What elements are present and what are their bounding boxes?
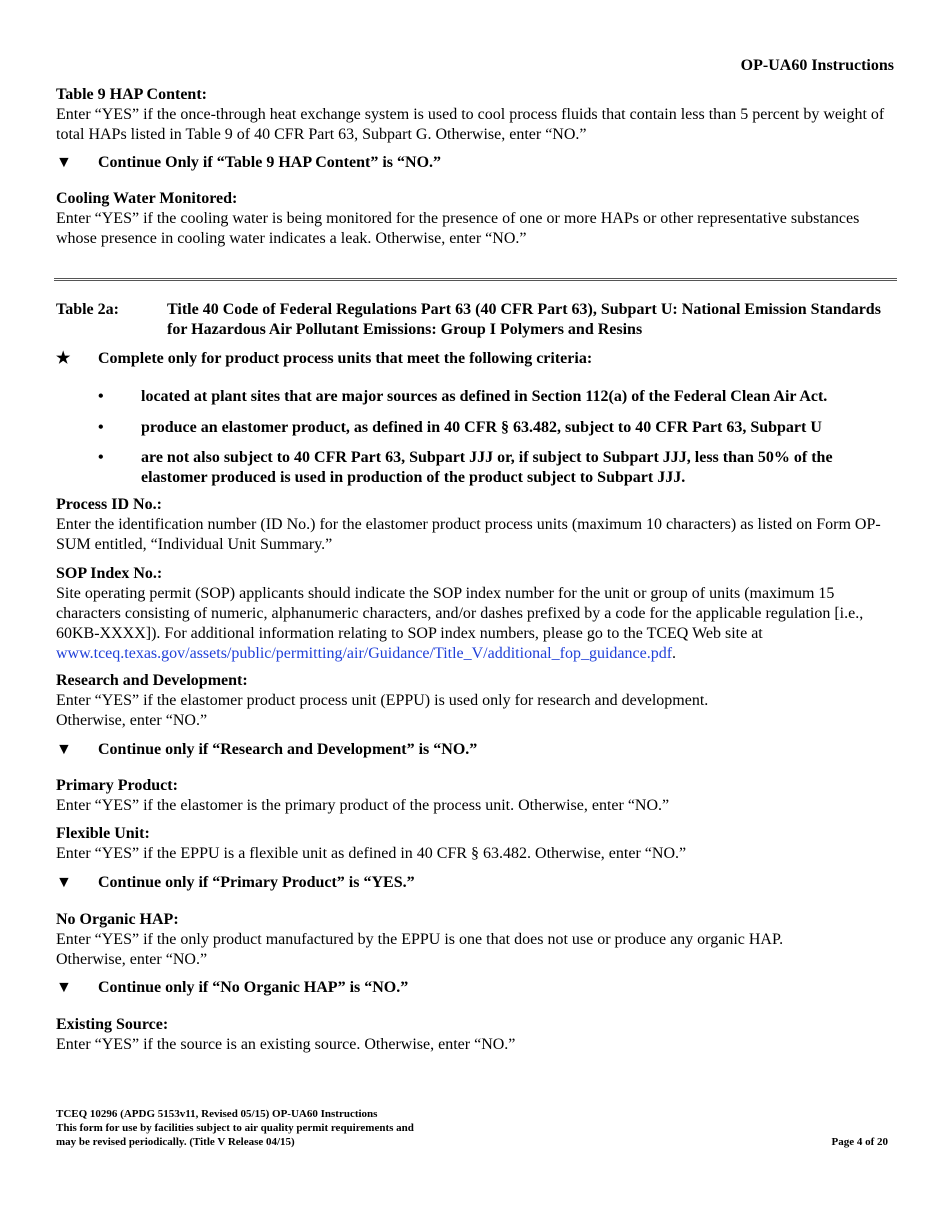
- bullet-icon: •: [98, 449, 104, 466]
- section-heading: Flexible Unit:: [56, 825, 150, 842]
- bullet-icon: •: [98, 419, 104, 436]
- criteria-intro: Complete only for product process units that meet the following criteria:: [98, 350, 593, 367]
- table-title: Title 40 Code of Federal Regulations Part 63 (40 CFR Part 63), Subpart U: National Emission Standards for Hazardous Air Pollutant Emissions: Group I Polymers and Resins: [167, 301, 881, 338]
- section-body-line1: Enter “YES” if the elastomer product process unit (EPPU) is used only for research and development.: [56, 692, 709, 709]
- table-label: Table 2a:: [56, 301, 119, 318]
- section-body: Enter “YES” if the EPPU is a flexible unit as defined in 40 CFR § 63.482. Otherwise, enter “NO.”: [56, 845, 687, 862]
- section-heading: Table 9 HAP Content:: [56, 86, 207, 103]
- down-triangle-icon: ▼: [56, 154, 72, 171]
- criteria-item: produce an elastomer product, as defined in 40 CFR § 63.482, subject to 40 CFR Part 63, Subpart U: [141, 419, 822, 436]
- section-body: [56, 584, 896, 664]
- section-process-id: [56, 495, 896, 555]
- section-table9-hap-content: [56, 85, 896, 145]
- continue-text: Continue only if “Research and Development” is “NO.”: [98, 741, 478, 758]
- section-body: Enter “YES” if the elastomer is the primary product of the process unit. Otherwise, enter “NO.”: [56, 797, 670, 814]
- section-heading: SOP Index No.:: [56, 565, 163, 582]
- section-research-development: [56, 671, 896, 731]
- section-body: Enter “YES” if the cooling water is being monitored for the presence of one or more HAPs or other representative substances whose presence in cooling water indicates a leak. Otherwise, enter “NO.”: [56, 210, 860, 247]
- down-triangle-icon: ▼: [56, 874, 72, 891]
- section-sop-index: [56, 564, 896, 664]
- footer-note-line2: may be revised periodically. (Title V Release 04/15): [56, 1136, 295, 1148]
- down-triangle-icon: ▼: [56, 979, 72, 996]
- section-body: Enter the identification number (ID No.) for the elastomer product process units (maximum 10 characters) as listed on Form OP-SUM entitled, “Individual Unit Summary.”: [56, 516, 881, 553]
- continue-text: Continue Only if “Table 9 HAP Content” is “NO.”: [98, 154, 442, 171]
- sop-body-tail: .: [672, 645, 677, 662]
- footer-note-line1: This form for use by facilities subject to air quality permit requirements and: [56, 1122, 414, 1134]
- bullet-icon: •: [98, 388, 104, 405]
- section-existing-source: [56, 1015, 896, 1055]
- criteria-item: located at plant sites that are major sources as defined in Section 112(a) of the Federal Clean Air Act.: [141, 388, 828, 405]
- criteria-item: are not also subject to 40 CFR Part 63, Subpart JJJ or, if subject to Subpart JJJ, less than 50% of the elastomer produced is used in production of the product subject to Subpart JJJ.: [141, 449, 833, 486]
- sop-body-text: Site operating permit (SOP) applicants should indicate the SOP index number for the unit or group of units (maximum 15 characters consisting of numeric, alphanumeric characters, and/or dashes prefixed by a code for the applicable regulation [i.e., 60KB-XXXX]). For additional information relating to SOP index numbers, please go to the TCEQ Web site at: [56, 585, 864, 642]
- section-cooling-water: [56, 189, 896, 249]
- section-no-organic-hap: [56, 910, 896, 970]
- continue-text: Continue only if “Primary Product” is “YES.”: [98, 874, 415, 891]
- tceq-guidance-link[interactable]: www.tceq.texas.gov/assets/public/permitting/air/Guidance/Title_V/additional_fop_guidance.pdf: [56, 645, 673, 662]
- section-flexible-unit: [56, 824, 896, 864]
- double-rule-divider: [54, 278, 897, 281]
- page-header-title: OP-UA60 Instructions: [740, 57, 894, 74]
- section-body-line2: Otherwise, enter “NO.”: [56, 951, 208, 968]
- footer-form-id: TCEQ 10296 (APDG 5153v11, Revised 05/15) OP-UA60 Instructions: [56, 1108, 378, 1120]
- section-heading: Primary Product:: [56, 777, 178, 794]
- continue-text: Continue only if “No Organic HAP” is “NO.”: [98, 979, 409, 996]
- section-heading: Research and Development:: [56, 672, 248, 689]
- page-footer: [56, 1107, 616, 1149]
- section-heading: Existing Source:: [56, 1016, 169, 1033]
- section-primary-product: [56, 776, 896, 816]
- section-heading: Cooling Water Monitored:: [56, 190, 238, 207]
- section-heading: Process ID No.:: [56, 496, 162, 513]
- section-body-line2: Otherwise, enter “NO.”: [56, 712, 208, 729]
- page-number: Page 4 of 20: [831, 1136, 888, 1148]
- down-triangle-icon: ▼: [56, 741, 72, 758]
- section-heading: No Organic HAP:: [56, 911, 179, 928]
- star-icon: ★: [56, 350, 71, 367]
- section-body: Enter “YES” if the source is an existing source. Otherwise, enter “NO.”: [56, 1036, 516, 1053]
- section-body: Enter “YES” if the once-through heat exchange system is used to cool process fluids that contain less than 5 percent by weight of total HAPs listed in Table 9 of 40 CFR Part 63, Subpart G. Otherwise, enter “NO.”: [56, 106, 885, 143]
- section-body-line1: Enter “YES” if the only product manufactured by the EPPU is one that does not use or produce any organic HAP.: [56, 931, 784, 948]
